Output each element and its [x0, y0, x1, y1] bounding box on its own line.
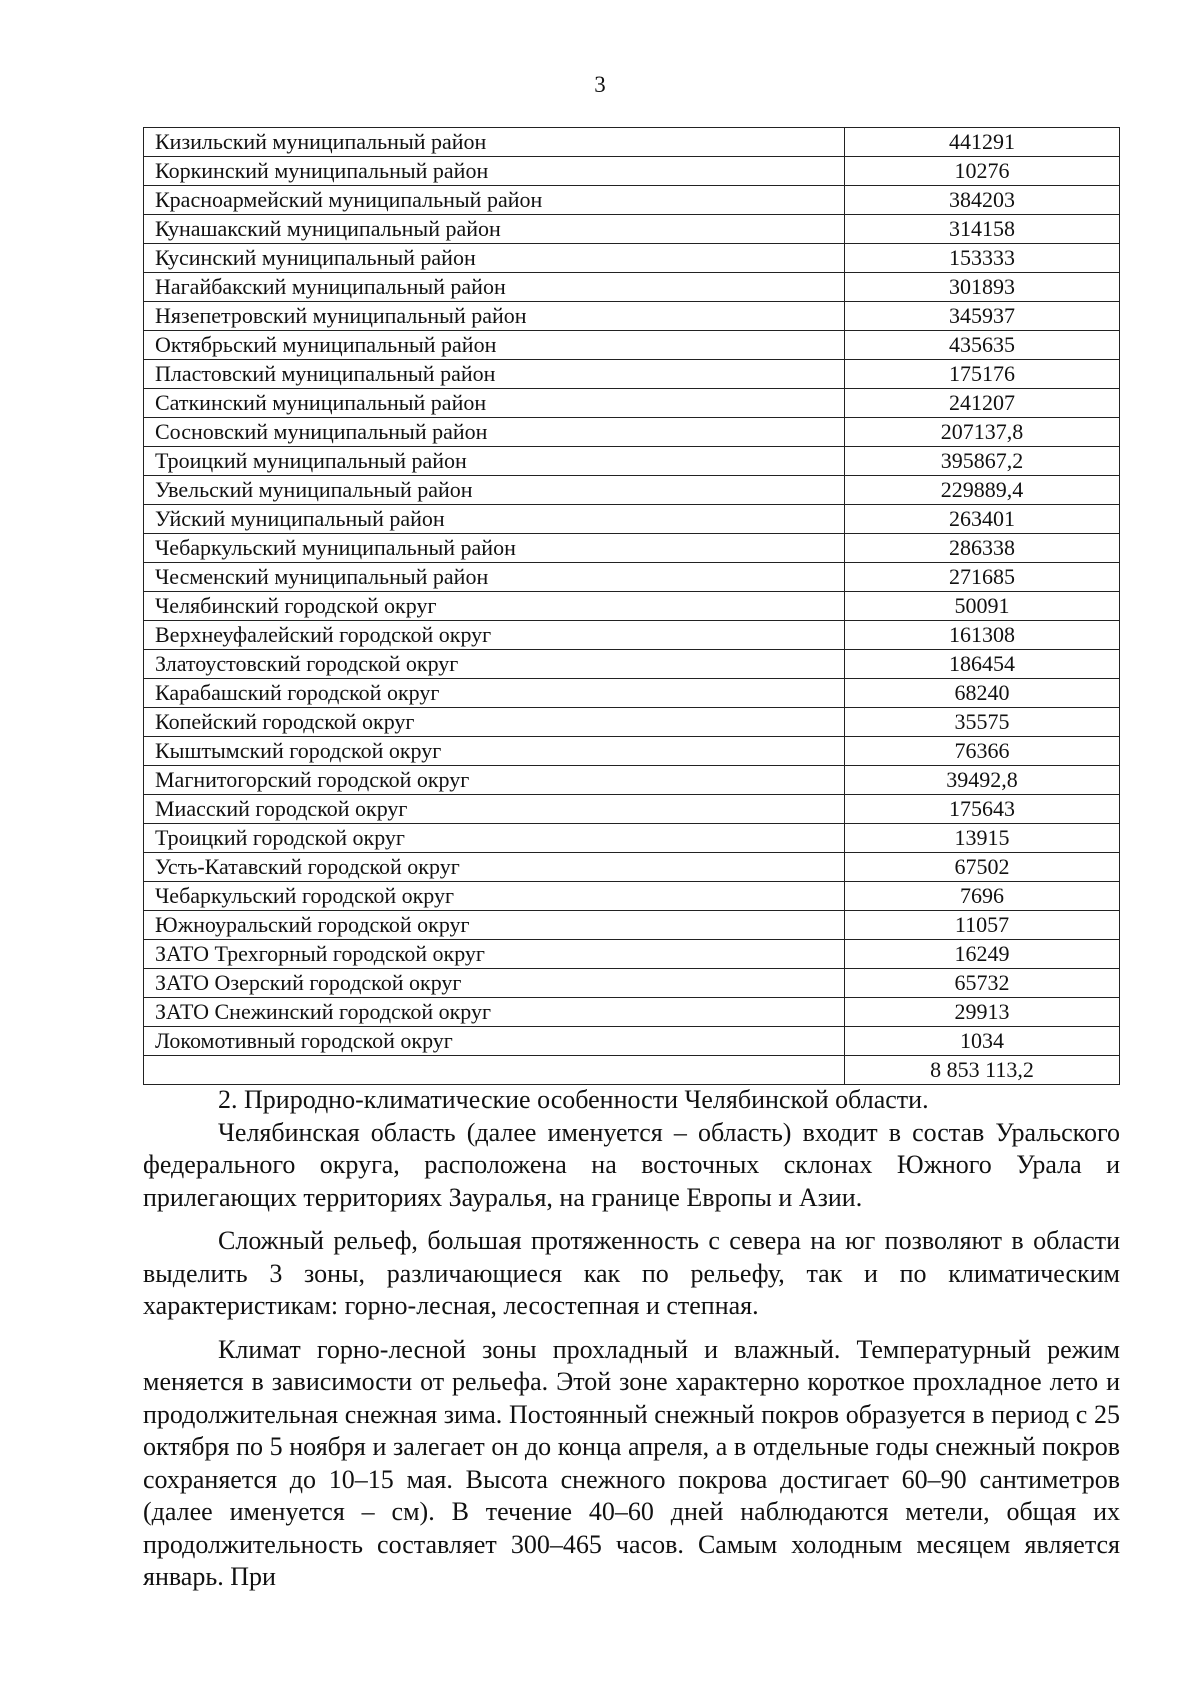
municipality-name: Усть-Катавский городской округ: [144, 853, 845, 882]
table-row: [144, 360, 1120, 389]
table-row: [144, 476, 1120, 505]
municipality-name: Магнитогорский городской округ: [144, 766, 845, 795]
table-row: [144, 940, 1120, 969]
municipality-value: 35575: [845, 708, 1120, 737]
municipality-value: 286338: [845, 534, 1120, 563]
municipality-value: 68240: [845, 679, 1120, 708]
municipality-name: Кизильский муниципальный район: [144, 128, 845, 157]
municipality-name: Троицкий городской округ: [144, 824, 845, 853]
municipality-value: 39492,8: [845, 766, 1120, 795]
table-row: [144, 157, 1120, 186]
municipality-name: Уйский муниципальный район: [144, 505, 845, 534]
table-row: [144, 418, 1120, 447]
municipality-name: Копейский городской округ: [144, 708, 845, 737]
table-body: [144, 128, 1120, 1085]
municipality-name: Пластовский муниципальный район: [144, 360, 845, 389]
table-row: [144, 128, 1120, 157]
municipality-value: 11057: [845, 911, 1120, 940]
municipality-name: Чебаркульский муниципальный район: [144, 534, 845, 563]
paragraph: Сложный рельеф, большая протяженность с севера на юг позволяют в области выделить 3 зоны, различающиеся как по рельефу, так и по климатическим характеристикам: горно-лесная, лесостепная и степная.: [143, 1226, 1120, 1320]
municipality-value: 7696: [845, 882, 1120, 911]
table-row: [144, 331, 1120, 360]
municipality-value: 345937: [845, 302, 1120, 331]
municipality-name: Кусинский муниципальный район: [144, 244, 845, 273]
municipality-name: Октябрьский муниципальный район: [144, 331, 845, 360]
municipality-value: 207137,8: [845, 418, 1120, 447]
municipality-value: 263401: [845, 505, 1120, 534]
table-row: [144, 650, 1120, 679]
municipality-value: 271685: [845, 563, 1120, 592]
municipality-value: 10276: [845, 157, 1120, 186]
table-row: [144, 215, 1120, 244]
municipality-value: 301893: [845, 273, 1120, 302]
municipality-value: 241207: [845, 389, 1120, 418]
municipality-name: ЗАТО Трехгорный городской округ: [144, 940, 845, 969]
paragraph: Климат горно-лесной зоны прохладный и влажный. Температурный режим меняется в зависимости от рельефа. Этой зоне характерно короткое прохладное лето и продолжительная снежная зима. Постоянный снежный покров образуется в период с 25 октября по 5 ноября и залегает он до конца апреля, а в отдельные годы снежный покров сохраняется до 10–15 мая. Высота снежного покрова достигает 60–90 сантиметров (далее именуется – см). В течение 40–60 дней наблюдаются метели, общая их продолжительность составляет 300–465 часов. Самым холодным месяцем является январь. При: [143, 1334, 1120, 1591]
municipality-name: Чебаркульский городской округ: [144, 882, 845, 911]
municipality-name: Увельский муниципальный район: [144, 476, 845, 505]
municipality-value: 175643: [845, 795, 1120, 824]
table-row: [144, 766, 1120, 795]
table-row: [144, 563, 1120, 592]
table-row: [144, 302, 1120, 331]
table-row: [144, 795, 1120, 824]
table-row: [144, 534, 1120, 563]
table-row: [144, 1027, 1120, 1056]
total-label: [144, 1056, 845, 1085]
municipality-value: 314158: [845, 215, 1120, 244]
table-row: [144, 592, 1120, 621]
body-text: [143, 1084, 1120, 1594]
table-row: [144, 824, 1120, 853]
table-row: [144, 708, 1120, 737]
table-row: [144, 244, 1120, 273]
municipality-value: 29913: [845, 998, 1120, 1027]
paragraph: Челябинская область (далее именуется – область) входит в состав Уральского федерального округа, расположена на восточных склонах Южного Урала и прилегающих территориях Зауралья, на границе Европы и Азии.: [143, 1117, 1120, 1212]
table-row: [144, 505, 1120, 534]
municipality-value: 50091: [845, 592, 1120, 621]
municipality-name: Южноуральский городской округ: [144, 911, 845, 940]
municipality-name: Чесменский муниципальный район: [144, 563, 845, 592]
municipality-name: ЗАТО Озерский городской округ: [144, 969, 845, 998]
table-row: [144, 911, 1120, 940]
municipality-name: ЗАТО Снежинский городской округ: [144, 998, 845, 1027]
table-row: [144, 998, 1120, 1027]
section-heading: 2. Природно-климатические особенности Челябинской области.: [218, 1085, 929, 1114]
municipality-name: Коркинский муниципальный район: [144, 157, 845, 186]
municipality-value: 384203: [845, 186, 1120, 215]
municipality-value: 65732: [845, 969, 1120, 998]
municipality-value: 161308: [845, 621, 1120, 650]
table-row: [144, 447, 1120, 476]
municipality-value: 153333: [845, 244, 1120, 273]
table-row: [144, 882, 1120, 911]
table-row: [144, 186, 1120, 215]
municipality-name: Красноармейский муниципальный район: [144, 186, 845, 215]
municipality-name: Карабашский городской округ: [144, 679, 845, 708]
municipality-value: 229889,4: [845, 476, 1120, 505]
municipality-name: Сосновский муниципальный район: [144, 418, 845, 447]
municipality-name: Кунашакский муниципальный район: [144, 215, 845, 244]
municipality-value: 76366: [845, 737, 1120, 766]
municipality-name: Саткинский муниципальный район: [144, 389, 845, 418]
municipality-value: 13915: [845, 824, 1120, 853]
municipality-name: Челябинский городской округ: [144, 592, 845, 621]
table-total-row: [144, 1056, 1120, 1085]
table-row: [144, 737, 1120, 766]
municipality-name: Нязепетровский муниципальный район: [144, 302, 845, 331]
municipality-name: Нагайбакский муниципальный район: [144, 273, 845, 302]
municipality-name: Златоустовский городской округ: [144, 650, 845, 679]
municipality-name: Верхнеуфалейский городской округ: [144, 621, 845, 650]
municipality-value: 435635: [845, 331, 1120, 360]
municipality-value: 16249: [845, 940, 1120, 969]
municipality-name: Локомотивный городской округ: [144, 1027, 845, 1056]
table-row: [144, 969, 1120, 998]
municipality-value: 175176: [845, 360, 1120, 389]
municipal-table: [143, 127, 1120, 1085]
table-row: [144, 621, 1120, 650]
table-row: [144, 389, 1120, 418]
municipality-value: 441291: [845, 128, 1120, 157]
table-row: [144, 853, 1120, 882]
total-value: 8 853 113,2: [845, 1056, 1120, 1085]
municipality-value: 1034: [845, 1027, 1120, 1056]
table-row: [144, 679, 1120, 708]
page-number: 3: [594, 72, 606, 97]
municipality-value: 186454: [845, 650, 1120, 679]
municipality-name: Кыштымский городской округ: [144, 737, 845, 766]
municipality-value: 395867,2: [845, 447, 1120, 476]
municipality-name: Троицкий муниципальный район: [144, 447, 845, 476]
municipality-name: Миасский городской округ: [144, 795, 845, 824]
municipality-value: 67502: [845, 853, 1120, 882]
table-row: [144, 273, 1120, 302]
